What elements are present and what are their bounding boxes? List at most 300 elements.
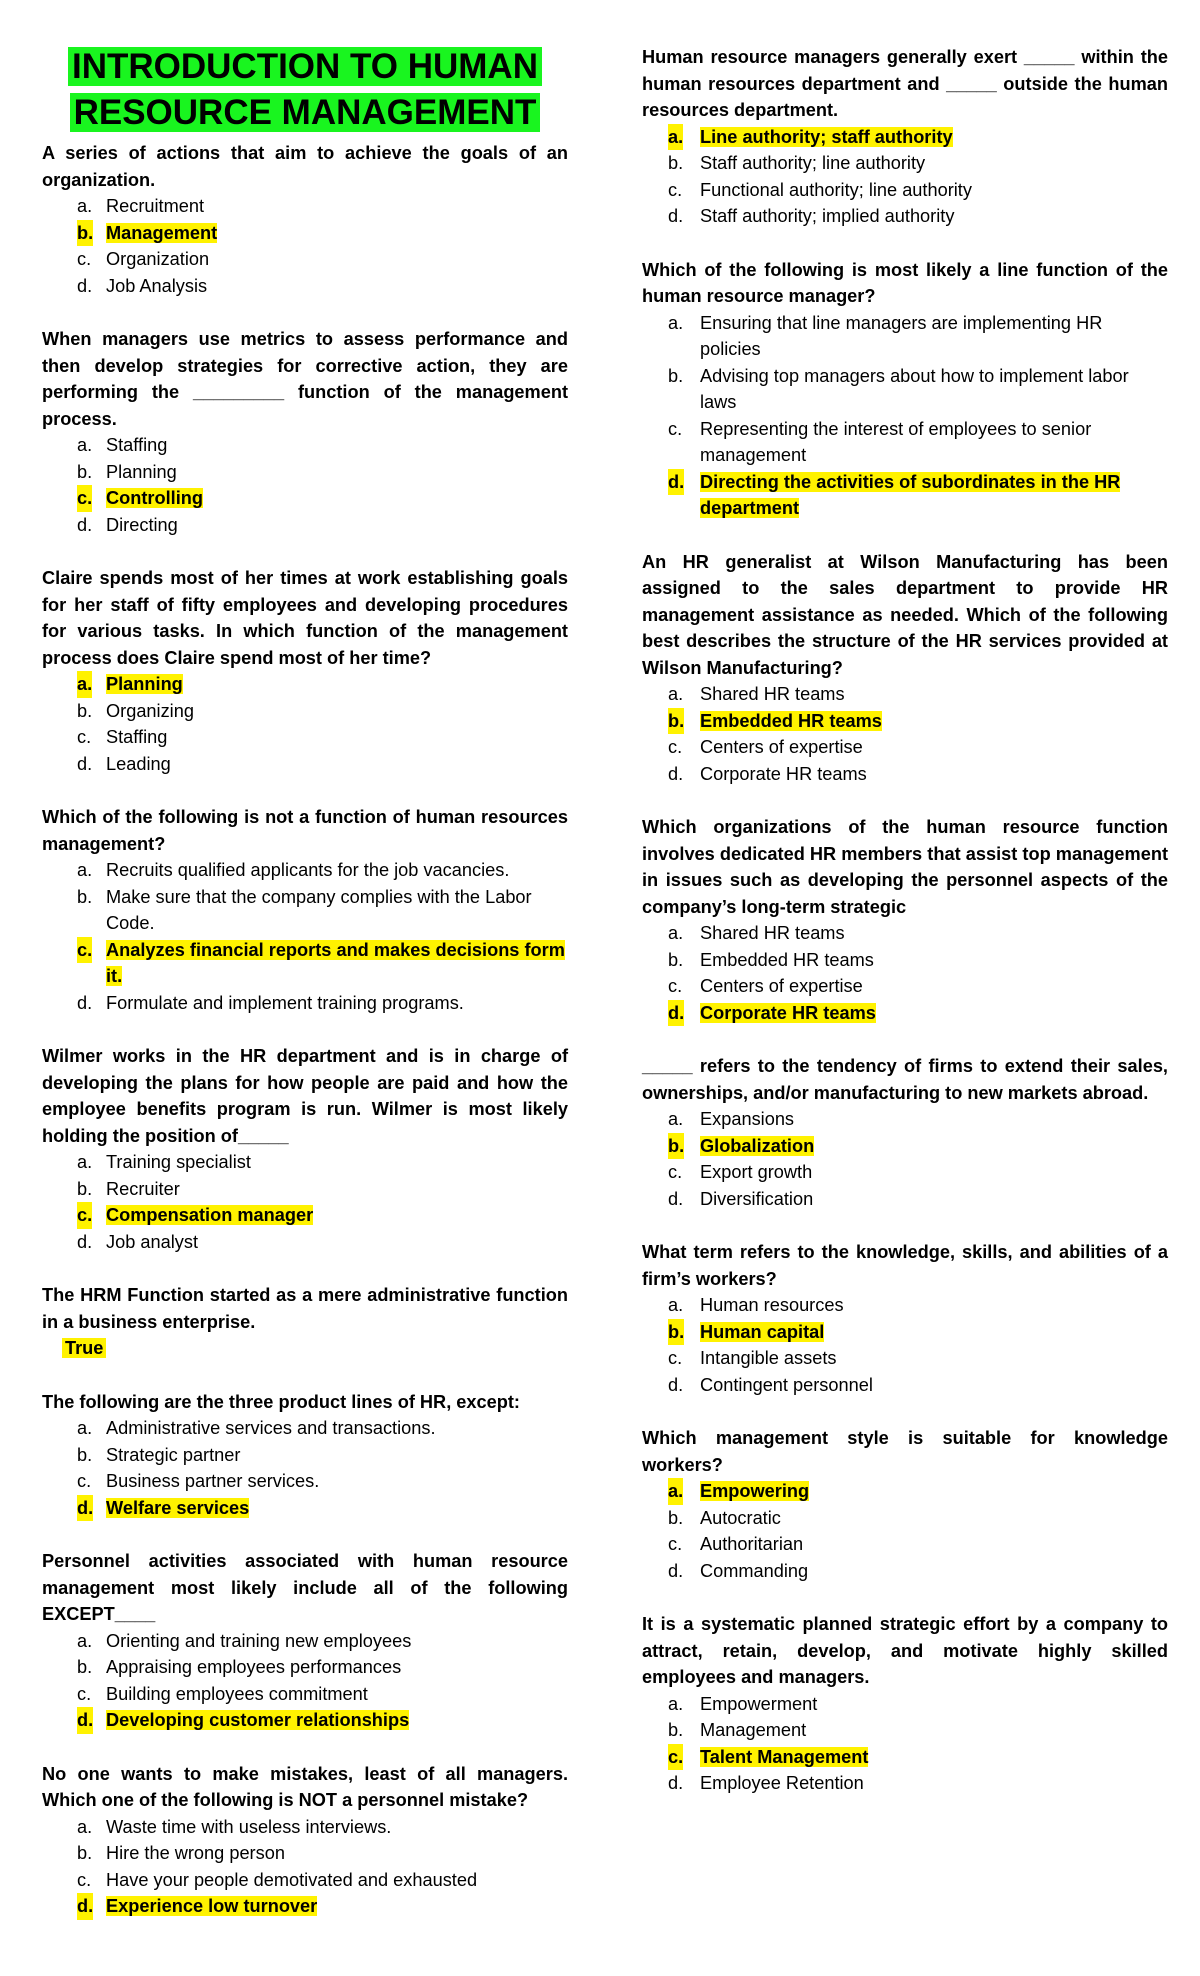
option-text-content: Compensation manager <box>106 1205 314 1225</box>
question-text: It is a systematic planned strategic effort by a company to attract, retain, develop, and motivate highly skilled employees and managers. <box>642 1614 1168 1687</box>
option-text-content: Have your people demotivated and exhausted <box>106 1869 478 1890</box>
option-letter: d. <box>77 1231 93 1252</box>
option-text <box>642 1372 1168 1399</box>
option-text-content: Diversification <box>700 1188 814 1209</box>
answer-text: True <box>62 1338 106 1358</box>
option <box>642 734 1168 761</box>
option <box>642 1372 1168 1399</box>
question-block <box>642 44 1168 230</box>
correct-option <box>42 1893 568 1920</box>
option <box>642 363 1168 416</box>
option-text <box>642 973 1168 1000</box>
option-text-content: Authoritarian <box>700 1534 804 1554</box>
option-text-content: Corporate HR teams <box>700 1002 876 1023</box>
option-letter: a. <box>77 1816 93 1837</box>
option-text-content: Human resources <box>700 1295 844 1315</box>
question-block <box>42 1761 568 1920</box>
option <box>42 1840 568 1867</box>
option-list <box>42 1149 568 1255</box>
question-block <box>42 1389 568 1522</box>
option-letter: d. <box>668 1000 684 1027</box>
option-letter: a. <box>668 684 684 704</box>
option <box>642 416 1168 469</box>
option-text-content: Building employees commitment <box>106 1683 368 1704</box>
option-text <box>642 1770 1168 1797</box>
option-text-content: Centers of expertise <box>700 976 863 996</box>
option-text-content: Welfare services <box>106 1497 250 1518</box>
option-letter: b. <box>668 1133 684 1160</box>
question-block <box>42 140 568 299</box>
option <box>642 1505 1168 1532</box>
option <box>642 177 1168 204</box>
option-text <box>42 1176 568 1203</box>
option-text-content: Export growth <box>700 1162 813 1182</box>
option-list <box>42 1628 568 1734</box>
option-text-content: Staffing <box>106 435 168 455</box>
option-letter: c. <box>668 737 683 757</box>
option-text <box>42 857 568 884</box>
option <box>642 1345 1168 1372</box>
option-text <box>642 708 1168 735</box>
option-letter: a. <box>668 1693 684 1714</box>
option-text-content: Organizing <box>106 700 194 721</box>
correct-option <box>642 1478 1168 1505</box>
option <box>42 698 568 725</box>
option-letter: b. <box>77 220 93 247</box>
option <box>42 1814 568 1841</box>
option-letter: c. <box>668 1534 683 1554</box>
question-block <box>42 1043 568 1255</box>
option-letter: b. <box>668 708 684 735</box>
option-text-content: Embedded HR teams <box>700 710 882 731</box>
option-text-content: Make sure that the company complies with the Labor Code. <box>106 886 532 933</box>
question-text: An HR generalist at Wilson Manufacturing has been assigned to the sales department to provide HR management assistance as needed. Which of the following best describes the structure of the HR services provided at Wilson Manufacturing? <box>642 551 1168 678</box>
question-block <box>642 1239 1168 1398</box>
option <box>642 681 1168 708</box>
option-text-content: Orienting and training new employees <box>106 1630 412 1651</box>
question-text: Human resource managers generally exert _____ within the human resources department and _____ outside the human resources department. <box>642 47 1168 120</box>
option <box>42 884 568 937</box>
option-list <box>642 681 1168 787</box>
option <box>42 990 568 1017</box>
option-list <box>42 1415 568 1521</box>
option-text <box>42 1840 568 1867</box>
correct-option <box>642 1000 1168 1027</box>
option-text <box>642 1744 1168 1771</box>
option-text <box>42 724 568 751</box>
option-letter: b. <box>668 1319 684 1346</box>
option-text <box>642 761 1168 788</box>
option-text <box>42 1707 568 1734</box>
option-letter: d. <box>668 1188 684 1209</box>
option-text <box>642 1292 1168 1319</box>
option-letter: a. <box>668 923 684 943</box>
option <box>42 512 568 539</box>
option-letter: c. <box>77 1869 92 1890</box>
option-text-content: Commanding <box>700 1560 809 1581</box>
option-text-content: Line authority; staff authority <box>700 126 953 147</box>
question-block <box>42 804 568 1016</box>
option-text-content: Talent Management <box>700 1746 869 1767</box>
correct-option <box>42 671 568 698</box>
option-text <box>42 1495 568 1522</box>
option-text <box>42 459 568 486</box>
option-list <box>42 671 568 777</box>
correct-option <box>42 937 568 990</box>
option-text <box>42 1202 568 1229</box>
option-text-content: Directing the activities of subordinates in the HR department <box>700 471 1121 518</box>
option-letter: b. <box>77 1843 93 1863</box>
option-letter: b. <box>77 1444 93 1465</box>
question-text: A series of actions that aim to achieve the goals of an organization. <box>42 143 568 190</box>
option-letter: c. <box>77 1683 92 1704</box>
option <box>642 1292 1168 1319</box>
question-text: Personnel activities associated with human resource management most likely include all of the following EXCEPT____ <box>42 1551 568 1624</box>
option-text-content: Business partner services. <box>106 1471 320 1491</box>
option <box>642 150 1168 177</box>
option-list <box>642 1478 1168 1584</box>
question-text: What term refers to the knowledge, skills, and abilities of a firm’s workers? <box>642 1242 1168 1289</box>
option-text <box>42 1442 568 1469</box>
option <box>42 1229 568 1256</box>
option-letter: c. <box>668 1348 683 1368</box>
option <box>42 459 568 486</box>
option-text-content: Directing <box>106 514 178 535</box>
option-text-content: Strategic partner <box>106 1444 241 1465</box>
option-text <box>642 1691 1168 1718</box>
option <box>42 857 568 884</box>
option-text <box>642 1133 1168 1160</box>
option-text <box>42 1814 568 1841</box>
option-text-content: Staff authority; implied authority <box>700 206 955 226</box>
option-text-content: Ensuring that line managers are implementing HR policies <box>700 312 1103 359</box>
option-letter: a. <box>77 1630 93 1651</box>
option-text-content: Shared HR teams <box>700 923 845 943</box>
option-text <box>642 310 1168 363</box>
option-text <box>642 469 1168 522</box>
correct-option <box>642 124 1168 151</box>
correct-option <box>642 1133 1168 1160</box>
option <box>42 1442 568 1469</box>
option <box>642 1186 1168 1213</box>
option-letter: c. <box>668 1162 683 1182</box>
option-letter: d. <box>77 1495 93 1522</box>
option-list <box>642 124 1168 230</box>
option-letter: b. <box>668 1507 684 1528</box>
title-line-1: INTRODUCTION TO HUMAN <box>68 47 542 86</box>
option-text-content: Organization <box>106 249 210 269</box>
option-letter: a. <box>668 1295 684 1315</box>
question-text: When managers use metrics to assess performance and then develop strategies for corrective action, they are performing the _________ function of the management process. <box>42 329 568 429</box>
option-text <box>642 1000 1168 1027</box>
option-letter: d. <box>77 1707 93 1734</box>
option-text-content: Contingent personnel <box>700 1374 873 1395</box>
option-text-content: Waste time with useless interviews. <box>106 1816 392 1837</box>
option-letter: b. <box>77 700 93 721</box>
option <box>42 273 568 300</box>
option <box>42 1867 568 1894</box>
option-letter: a. <box>668 1478 683 1505</box>
option-text-content: Administrative services and transactions. <box>106 1418 436 1438</box>
option-letter: d. <box>77 753 93 774</box>
option-list <box>642 310 1168 522</box>
option-letter: b. <box>77 1657 93 1677</box>
option-text <box>42 246 568 273</box>
option-letter: c. <box>77 937 92 964</box>
option-text <box>642 177 1168 204</box>
option-text-content: Recruits qualified applicants for the job vacancies. <box>106 860 510 880</box>
question-block <box>42 1282 568 1362</box>
option <box>642 973 1168 1000</box>
option-list <box>642 1691 1168 1797</box>
option-text-content: Centers of expertise <box>700 737 863 757</box>
question-text: The HRM Function started as a mere administrative function in a business enterprise. <box>42 1285 568 1332</box>
right-column <box>642 0 1168 1824</box>
option <box>42 1415 568 1442</box>
option-letter: a. <box>77 671 92 698</box>
question-text: Which management style is suitable for knowledge workers? <box>642 1428 1168 1475</box>
correct-option <box>642 469 1168 522</box>
option <box>642 920 1168 947</box>
question-block <box>642 1053 1168 1212</box>
option <box>642 947 1168 974</box>
option-text-content: Intangible assets <box>700 1348 837 1368</box>
option-text <box>642 416 1168 469</box>
option-text <box>42 751 568 778</box>
option-text <box>42 1867 568 1894</box>
option-text <box>642 1505 1168 1532</box>
option-text-content: Functional authority; line authority <box>700 179 972 200</box>
option-text <box>42 273 568 300</box>
option-letter: a. <box>668 312 684 333</box>
option-letter: a. <box>77 1418 93 1438</box>
option-letter: a. <box>77 435 93 455</box>
title-line-2: RESOURCE MANAGEMENT <box>70 93 541 132</box>
correct-option <box>42 1707 568 1734</box>
right-question-list <box>642 44 1168 1797</box>
option-letter: d. <box>668 763 684 784</box>
option <box>642 1770 1168 1797</box>
option-list <box>642 920 1168 1026</box>
option <box>42 246 568 273</box>
option-letter: a. <box>668 124 683 151</box>
option-letter: a. <box>77 860 93 880</box>
option-text <box>642 203 1168 230</box>
option-letter: a. <box>668 1109 684 1129</box>
question-text: Claire spends most of her times at work establishing goals for her staff of fifty employees and developing procedures for various tasks. In which function of the management process does Claire spend most of her time? <box>42 568 568 668</box>
option-text <box>642 1106 1168 1133</box>
option <box>642 761 1168 788</box>
option-text-content: Planning <box>106 461 177 482</box>
question-text: Which of the following is not a function of human resources management? <box>42 807 568 854</box>
page-title <box>42 44 568 136</box>
option-text <box>642 150 1168 177</box>
option-text-content: Appraising employees performances <box>106 1657 402 1677</box>
option-text-content: Staffing <box>106 727 168 747</box>
question-text: Wilmer works in the HR department and is in charge of developing the plans for how people are paid and how the employee benefits program is run. Wilmer is most likely holding the position of_____ <box>42 1046 568 1146</box>
option-text <box>642 1345 1168 1372</box>
option-letter: b. <box>668 949 684 970</box>
option-text <box>42 1654 568 1681</box>
option-text-content: Staff authority; line authority <box>700 153 926 173</box>
option-text <box>642 920 1168 947</box>
option-list <box>42 857 568 1016</box>
option-text-content: Planning <box>106 674 183 694</box>
option-text <box>42 990 568 1017</box>
option-letter: c. <box>668 976 683 996</box>
left-column <box>42 0 568 1947</box>
question-block <box>42 1548 568 1734</box>
option-text-content: Management <box>106 222 218 243</box>
option <box>642 1558 1168 1585</box>
option <box>642 1106 1168 1133</box>
question-block <box>642 1425 1168 1584</box>
option-text-content: Developing customer relationships <box>106 1710 410 1730</box>
option-letter: d. <box>668 1374 684 1395</box>
correct-option <box>42 220 568 247</box>
option-text <box>642 1186 1168 1213</box>
correct-option <box>42 1202 568 1229</box>
option <box>42 724 568 751</box>
correct-option <box>642 1744 1168 1771</box>
option-text <box>642 1319 1168 1346</box>
option-text-content: Advising top managers about how to implement labor laws <box>700 365 1129 412</box>
option-text <box>42 432 568 459</box>
option-text-content: Experience low turnover <box>106 1896 318 1916</box>
option-text-content: Analyzes financial reports and makes decisions form it. <box>106 939 565 986</box>
option-text-content: Leading <box>106 753 171 774</box>
option <box>42 193 568 220</box>
option-text <box>642 1159 1168 1186</box>
option-letter: d. <box>77 275 93 296</box>
option-text-content: Training specialist <box>106 1152 251 1172</box>
left-question-list <box>42 140 568 1920</box>
option-letter: c. <box>668 1744 683 1771</box>
option-letter: d. <box>668 206 684 226</box>
option-letter: d. <box>668 1560 684 1581</box>
option-text <box>642 947 1168 974</box>
option-text <box>42 1628 568 1655</box>
option-text <box>42 193 568 220</box>
option-text <box>42 1468 568 1495</box>
option-text <box>42 671 568 698</box>
option-letter: c. <box>77 485 92 512</box>
option <box>42 751 568 778</box>
option-list <box>42 432 568 538</box>
option <box>42 1681 568 1708</box>
option-text-content: Globalization <box>700 1135 815 1156</box>
option-list <box>42 1814 568 1920</box>
option-letter: c. <box>77 1202 92 1229</box>
option-text <box>42 1229 568 1256</box>
option-text <box>42 220 568 247</box>
option-text-content: Job Analysis <box>106 275 208 296</box>
option-letter: b. <box>668 1720 684 1740</box>
option <box>42 1176 568 1203</box>
option-text-content: Employee Retention <box>700 1773 864 1793</box>
option-text <box>642 1717 1168 1744</box>
option <box>42 1654 568 1681</box>
question-text: Which of the following is most likely a line function of the human resource manager? <box>642 259 1168 306</box>
option-text <box>642 363 1168 416</box>
option-text-content: Recruiter <box>106 1178 180 1199</box>
option-text <box>42 485 568 512</box>
question-text: No one wants to make mistakes, least of all managers. Which one of the following is NOT a personnel mistake? <box>42 1763 568 1810</box>
option-text-content: Recruitment <box>106 196 205 216</box>
option-letter: c. <box>77 727 92 747</box>
option-text-content: Shared HR teams <box>700 684 845 704</box>
correct-option <box>642 1319 1168 1346</box>
option-text <box>42 884 568 937</box>
question-block <box>42 565 568 777</box>
option-text <box>642 681 1168 708</box>
option-letter: b. <box>668 365 684 386</box>
option-list <box>642 1106 1168 1212</box>
option-letter: a. <box>77 196 93 216</box>
option <box>42 1468 568 1495</box>
question-block <box>642 257 1168 522</box>
option-text <box>42 512 568 539</box>
question-block <box>42 326 568 538</box>
option-text-content: Embedded HR teams <box>700 949 874 970</box>
option-text <box>42 1415 568 1442</box>
option-letter: d. <box>77 992 93 1013</box>
option-letter: c. <box>77 1471 92 1491</box>
option-text-content: Hire the wrong person <box>106 1843 285 1863</box>
option-text <box>642 1558 1168 1585</box>
correct-option <box>42 1495 568 1522</box>
option-text <box>42 1149 568 1176</box>
option-letter: d. <box>77 1893 93 1920</box>
option-text <box>42 698 568 725</box>
answer-true-false <box>42 1335 568 1362</box>
option-text-content: Human capital <box>700 1321 825 1342</box>
option-text <box>642 124 1168 151</box>
correct-option <box>642 708 1168 735</box>
option-text-content: Expansions <box>700 1109 795 1129</box>
option <box>642 1159 1168 1186</box>
option-letter: b. <box>77 886 93 907</box>
option-text <box>642 1531 1168 1558</box>
option-text <box>42 1681 568 1708</box>
option-text-content: Formulate and implement training programs. <box>106 992 464 1013</box>
question-text: _____ refers to the tendency of firms to extend their sales, ownerships, and/or manufacturing to new markets abroad. <box>642 1056 1168 1103</box>
correct-option <box>42 485 568 512</box>
option <box>642 1691 1168 1718</box>
option-text-content: Empowering <box>700 1481 810 1501</box>
option-letter: c. <box>668 179 683 200</box>
option-text-content: Management <box>700 1720 807 1740</box>
option <box>42 432 568 459</box>
option <box>642 203 1168 230</box>
question-block <box>642 549 1168 788</box>
option-letter: d. <box>668 1773 684 1793</box>
option-text-content: Empowerment <box>700 1693 818 1714</box>
question-text: Which organizations of the human resource function involves dedicated HR members that assist top management in issues such as developing the personnel aspects of the company’s long-term strategic <box>642 817 1168 917</box>
question-block <box>642 1611 1168 1797</box>
option-text-content: Job analyst <box>106 1231 199 1252</box>
option-text <box>42 1893 568 1920</box>
option-text-content: Controlling <box>106 488 203 508</box>
option-letter: a. <box>77 1152 93 1172</box>
option-letter: b. <box>77 461 93 482</box>
option-letter: b. <box>77 1178 93 1199</box>
option-text-content: Corporate HR teams <box>700 763 867 784</box>
option-letter: d. <box>668 469 684 496</box>
option-list <box>642 1292 1168 1398</box>
option-letter: d. <box>77 514 93 535</box>
option-text-content: Autocratic <box>700 1507 781 1528</box>
